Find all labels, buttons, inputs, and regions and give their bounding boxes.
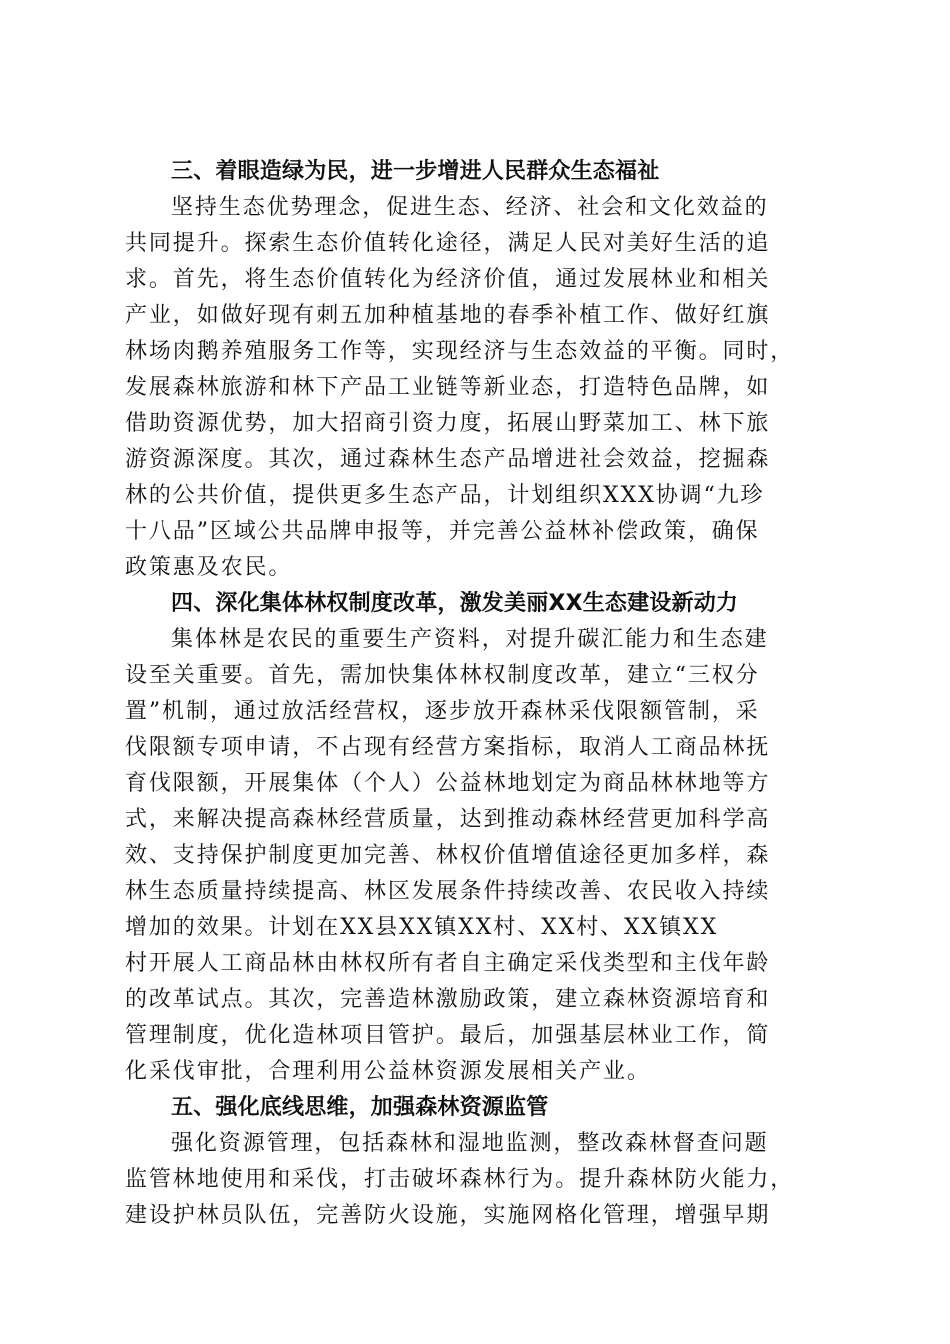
paragraph-line: 集体林是农民的重要生产资料，对提升碳汇能力和生态建 bbox=[171, 627, 769, 652]
paragraph-line: 育伐限额，开展集体（个人）公益林地划定为商品林林地等方 bbox=[125, 771, 771, 796]
paragraph-line: 产业，如做好现有刺五加种植基地的春季补植工作、做好红旗 bbox=[125, 303, 771, 328]
paragraph-line: 十八品”区域公共品牌申报等，并完善公益林补偿政策，确保 bbox=[125, 519, 760, 544]
paragraph-line: 坚持生态优势理念，促进生态、经济、社会和文化效益的 bbox=[171, 195, 769, 220]
paragraph-line: 设至关重要。首先，需加快集体林权制度改革，建立“三权分 bbox=[125, 663, 760, 688]
paragraph-line: 强化资源管理，包括森林和湿地监测，整改森林督查问题 bbox=[171, 1131, 769, 1156]
paragraph-line: 监管林地使用和采伐，打击破坏森林行为。提升森林防火能力， bbox=[125, 1167, 795, 1192]
paragraph-line: 共同提升。探索生态价值转化途径，满足人民对美好生活的追 bbox=[125, 231, 771, 256]
paragraph-line: 效、支持保护制度更加完善、林权价值增值途径更加多样，森 bbox=[125, 843, 771, 868]
paragraph-line: 求。首先，将生态价值转化为经济价值，通过发展林业和相关 bbox=[125, 267, 771, 292]
paragraph-line: 伐限额专项申请，不占现有经营方案指标，取消人工商品林抚 bbox=[125, 735, 771, 760]
paragraph-line: 式，来解决提高森林经营质量，达到推动森林经营更加科学高 bbox=[125, 807, 771, 832]
paragraph-line: 增加的效果。计划在XX县XX镇XX村、XX村、XX镇XX bbox=[125, 915, 719, 940]
paragraph-line: 政策惠及农民。 bbox=[125, 555, 293, 580]
paragraph-line: 建设护林员队伍，完善防火设施，实施网格化管理，增强早期 bbox=[125, 1203, 771, 1228]
section-heading-4: 四、深化集体林权制度改革，激发美丽XX生态建设新动力 bbox=[171, 591, 739, 616]
paragraph-line: 林的公共价值，提供更多生态产品，计划组织XXX协调“九珍 bbox=[125, 483, 765, 508]
paragraph-line: 管理制度，优化造林项目管护。最后，加强基层林业工作，简 bbox=[125, 1023, 771, 1048]
paragraph-line: 借助资源优势，加大招商引资力度，拓展山野菜加工、林下旅 bbox=[125, 411, 771, 436]
paragraph-line: 置”机制，通过放活经营权，逐步放开森林采伐限额管制，采 bbox=[125, 699, 760, 724]
paragraph-line: 发展森林旅游和林下产品工业链等新业态，打造特色品牌，如 bbox=[125, 375, 771, 400]
paragraph-line: 化采伐审批，合理利用公益林资源发展相关产业。 bbox=[125, 1059, 651, 1084]
paragraph-line: 林场肉鹅养殖服务工作等，实现经济与生态效益的平衡。同时， bbox=[125, 339, 795, 364]
section-heading-3: 三、着眼造绿为民，进一步增进人民群众生态福祉 bbox=[171, 159, 660, 184]
document-body bbox=[125, 154, 825, 1234]
paragraph-line: 林生态质量持续提高、林区发展条件持续改善、农民收入持续 bbox=[125, 879, 771, 904]
paragraph-line: 村开展人工商品林由林权所有者自主确定采伐类型和主伐年龄 bbox=[125, 951, 771, 976]
section-heading-5: 五、强化底线思维，加强森林资源监管 bbox=[171, 1095, 549, 1120]
paragraph-line: 的改革试点。其次，完善造林激励政策，建立森林资源培育和 bbox=[125, 987, 771, 1012]
paragraph-line: 游资源深度。其次，通过森林生态产品增进社会效益，挖掘森 bbox=[125, 447, 771, 472]
